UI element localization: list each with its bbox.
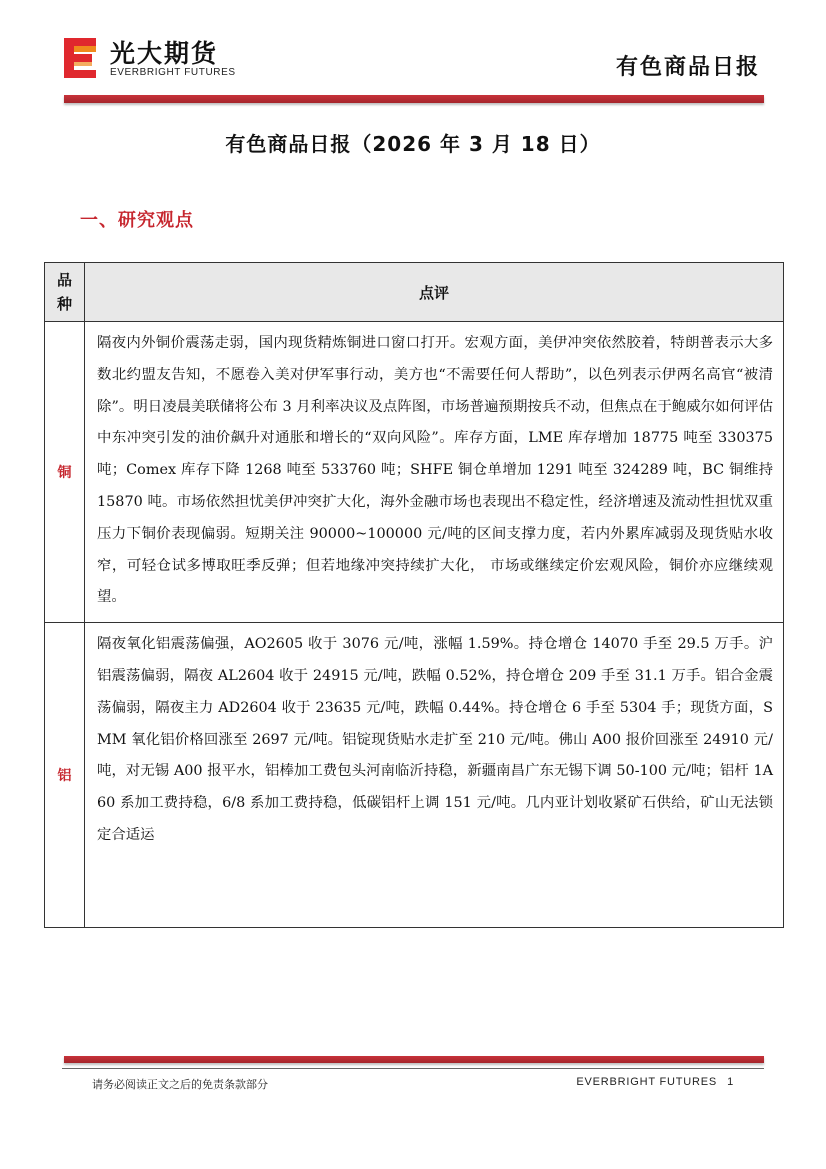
table-header-row bbox=[45, 263, 784, 322]
footer-right bbox=[576, 1076, 734, 1088]
header-variety-line2: 种 bbox=[56, 295, 72, 313]
brand-name-en: EVERBRIGHT FUTURES bbox=[110, 67, 236, 78]
review-table bbox=[44, 262, 784, 928]
footer-divider bbox=[64, 1056, 764, 1063]
header-variety-line1: 品 bbox=[56, 271, 72, 289]
footer-rule bbox=[62, 1068, 764, 1069]
header-variety bbox=[45, 263, 85, 322]
variety-copper: 铜 bbox=[45, 322, 85, 623]
disclaimer-text: 请务必阅读正文之后的免责条款部分 bbox=[92, 1078, 268, 1091]
comment-copper: 隔夜内外铜价震荡走弱，国内现货精炼铜进口窗口打开。宏观方面，美伊冲突依然胶着，特朗普表示大多数北约盟友告知，不愿卷入美对伊军事行动，美方也“不需要任何人帮助”，以色列表示伊两名高官“被清除”。明日凌晨美联储将公布 3 月利率决议及点阵图，市场普遍预期按兵不动，但焦点在于鲍威尔如何评估中东冲突引发的油价飙升对通胀和增长的“双向风险”。库存方面，LME 库存增加 18775 吨至 330375 吨；Comex 库存下降 1268 吨至 533760 吨；SHFE 铜仓单增加 1291 吨至 324289 吨，BC 铜维持 15870 吨。市场依然担忧美伊冲突扩大化，海外金融市场也表现出不稳定性，经济增速及流动性担忧双重压力下铜价表现偏弱。短期关注 90000~100000 元/吨的区间支撑力度，若内外累库减弱及现货贴水收窄，可轻仓试多博取旺季反弹；但若地缘冲突持续扩大化， 市场或继续定价宏观风险，铜价亦应继续观望。 bbox=[85, 322, 784, 623]
page-number: 1 bbox=[727, 1076, 734, 1088]
header-comment: 点评 bbox=[85, 263, 784, 322]
table-row bbox=[45, 322, 784, 623]
footer-company: EVERBRIGHT FUTURES bbox=[576, 1076, 718, 1088]
comment-aluminum: 隔夜氧化铝震荡偏强，AO2605 收于 3076 元/吨，涨幅 1.59%。持仓增仓 14070 手至 29.5 万手。沪铝震荡偏弱，隔夜 AL2604 收于 24915 元/吨，跌幅 0.52%，持仓增仓 209 手至 31.1 万手。铝合金震荡偏弱，隔夜主力 AD2604 收于 23635 元/吨，跌幅 0.44%。持仓增仓 6 手至 5304 手；现货方面，SMM 氧化铝价格回涨至 2697 元/吨。铝锭现货贴水走扩至 210 元/吨。佛山 A00 报价回涨至 24910 元/吨，对无锡 A00 报平水，铝棒加工费包头河南临沂持稳，新疆南昌广东无锡下调 50-100 元/吨；铝杆 1A60 系加工费持稳，6/8 系加工费持稳，低碳铝杆上调 151 元/吨。几内亚计划收紧矿石供给，矿山无法锁定合适运 bbox=[85, 623, 784, 928]
variety-aluminum: 铝 bbox=[45, 623, 85, 928]
report-type: 有色商品日报 bbox=[615, 55, 760, 80]
section-heading: 一、研究观点 bbox=[80, 210, 194, 231]
table-row bbox=[45, 623, 784, 928]
brand-name-cn: 光大期货 bbox=[110, 39, 219, 68]
page-title: 有色商品日报（2026 年 3 月 18 日） bbox=[225, 132, 601, 156]
